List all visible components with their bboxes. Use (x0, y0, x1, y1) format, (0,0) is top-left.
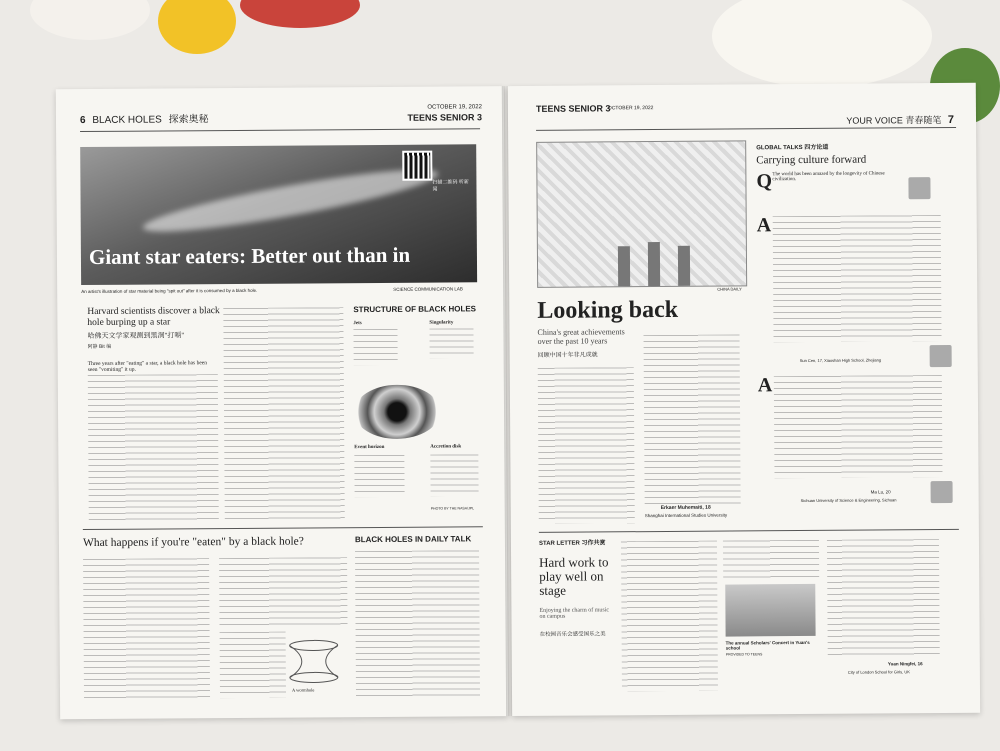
accretion-disk-description (430, 454, 478, 496)
jets-label: Jets (353, 321, 362, 327)
right-page-header (846, 113, 954, 127)
concert-caption: The annual Scholars' Concert in Yuan's school (725, 639, 810, 651)
dropcap-a: A (756, 214, 772, 237)
global-talks: GLOBAL TALKS (756, 145, 803, 152)
answer2-name: Ma Lu, 20 (870, 489, 891, 495)
dropcap-q: Q (756, 170, 773, 193)
star-school: City of London School for Girls, UK (847, 669, 910, 675)
yellow-flower (158, 0, 236, 54)
red-flower (240, 0, 360, 28)
feature-title: What happens if you're "eaten" by a black hole? (82, 535, 304, 550)
avatar (930, 345, 952, 367)
page-number: 6 (79, 115, 86, 127)
accretion-disk-label: Accretion disk (430, 444, 462, 450)
dropcap-a2: A (757, 374, 773, 397)
pillar (618, 246, 630, 286)
left-page (56, 86, 508, 719)
qr-code (402, 151, 432, 181)
feature-column-1 (83, 558, 210, 699)
question-text: The world has been amazed by the longevity of Chinese civilization. (772, 171, 885, 183)
author-school: Shanghai International Studies University (644, 512, 728, 519)
singularity-label: Singularity (429, 320, 454, 326)
right-header-rule (536, 127, 956, 131)
wormhole-illustration (286, 639, 342, 683)
right-section-label-cn: 青春随笔 (905, 115, 942, 126)
pillar (648, 242, 660, 286)
main-deck: China's great achievements over the past 10 years (537, 327, 625, 346)
main-title: Looking back (537, 296, 679, 324)
global-talks-cn: 四方论道 (804, 144, 829, 152)
answer1-name: Sun Cen, 17, Xiaoshan High School, Zhejiang (799, 357, 882, 364)
star-letter-rule (539, 529, 959, 533)
right-section-label: YOUR VOICE (846, 115, 903, 126)
star-letter-cn: 习作共赏 (581, 540, 606, 547)
white-flower-right (712, 0, 932, 88)
main-deck-cn: 回顾中国十年非凡成就 (537, 352, 598, 359)
header-rule (80, 128, 480, 132)
sidebar-title: STRUCTURE OF BLACK HOLES (353, 304, 477, 315)
right-paper-name: TEENS SENIOR 3 (535, 103, 611, 114)
right-page (508, 83, 980, 716)
event-horizon-description (354, 455, 404, 497)
star-letter: STAR LETTER (538, 540, 580, 547)
feature-column-2 (219, 557, 347, 628)
star-deck-cn: 在校园音乐会感受国乐之美 (539, 631, 606, 638)
singularity-description (429, 328, 473, 358)
global-title: Carrying culture forward (756, 153, 867, 167)
body-column-1 (88, 374, 219, 523)
comic-credit: CHINA DAILY (717, 286, 742, 292)
left-page-header (80, 110, 209, 126)
body-intro: Three years after "eating" a star, a black hole has been seen "vomiting" it up. (87, 360, 207, 374)
star-column-2 (723, 540, 819, 581)
main-column-2 (644, 334, 741, 505)
newspaper-spread (56, 83, 982, 729)
main-column-1 (538, 367, 635, 524)
qr-note: 扫描二维码 听新闻 (432, 179, 469, 193)
concert-credit: PROVIDED TO TEENS (725, 652, 763, 657)
hero-caption: An artist's illustration of star material being "spit out" after it is consumed by a black hole. (81, 287, 258, 295)
feature-rule (83, 526, 483, 530)
star-column-1 (621, 541, 718, 692)
jets-description (353, 329, 397, 365)
concert-photo (725, 584, 815, 637)
byline: 阿静 Bit 编 (87, 343, 112, 351)
white-flower-left (30, 0, 150, 40)
hero-image (80, 144, 477, 285)
right-date: OCTOBER 19, 2022 (607, 105, 654, 112)
hero-credit: SCIENCE COMMUNICATION LAB (393, 286, 463, 292)
section-label: BLACK HOLES (92, 114, 162, 126)
deck-cn: 哈佛天文学家观测到黑洞"打嗝" (87, 331, 185, 341)
answer1-body (773, 215, 942, 342)
answer2-school: Sichuan University of Science & Engineering, Sichuan (800, 497, 897, 504)
black-hole-diagram (354, 385, 440, 440)
star-letter-label (539, 537, 606, 546)
hero-title: Giant star eaters: Better out than in (88, 242, 411, 269)
sidebar-credit: PHOTO BY THE NASA/JPL (430, 506, 475, 511)
answer2-body (774, 375, 943, 478)
section-label-cn: 探索奥秘 (168, 114, 209, 126)
global-talks-label (756, 142, 828, 152)
left-paper-name: TEENS SENIOR 3 (407, 112, 483, 123)
avatar (908, 177, 930, 199)
star-column-3 (827, 539, 940, 658)
comic-illustration (536, 140, 747, 287)
left-date: OCTOBER 19, 2022 (427, 104, 482, 111)
pillar (678, 246, 690, 286)
event-horizon-label: Event horizon (354, 444, 385, 451)
star-deck: Enjoying the charm of music on campus (539, 607, 610, 620)
author-name: Erkaer Muhemaiti, 18 (660, 504, 711, 512)
wormhole-label: A wormhole (291, 687, 315, 693)
daily-talk-title: BLACK HOLES IN DAILY TALK (354, 534, 472, 545)
star-author: Yuan Ningfei, 16 (887, 661, 923, 667)
star-title: Hard work to play well on stage (539, 554, 609, 598)
star-streak (140, 159, 440, 243)
right-page-number: 7 (947, 113, 955, 126)
deck: Harvard scientists discover a black hole burping up a star (87, 306, 220, 329)
daily-talk-body (355, 550, 480, 697)
feature-column-2b (220, 632, 286, 698)
body-column-2 (223, 307, 344, 522)
avatar (931, 481, 953, 503)
